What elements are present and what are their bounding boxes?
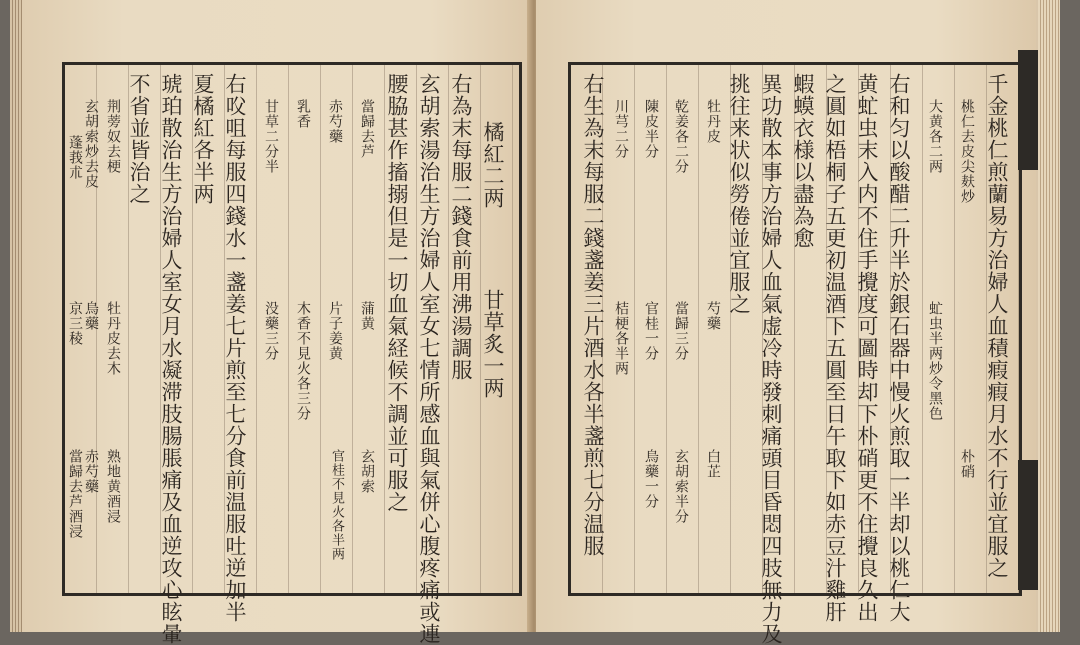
text-column: 之圓如梧桐子五更初温酒下五圓至日午取下如赤豆汁雞肝 [823, 73, 847, 623]
text-column: 官桂一分 [643, 301, 659, 361]
text-column: 玄胡索 [359, 449, 375, 494]
text-column: 不省並皆治之 [127, 73, 151, 205]
text-column: 烏藥一分 [643, 449, 659, 509]
text-column: 夏橘紅各半两 [191, 73, 215, 205]
text-column: 京三稜 [67, 301, 83, 346]
text-column: 當歸三分 [673, 301, 689, 361]
text-column: 右和匀以酸醋二升半於銀石器中慢火煎取一半却以桃仁大 [887, 73, 911, 623]
book-spread [22, 0, 1052, 645]
text-column: 烏藥 [83, 301, 99, 331]
text-column: 官桂不見火各半两 [329, 449, 344, 561]
text-column: 川芎二分 [613, 99, 629, 159]
text-column: 當歸去芦 [359, 99, 375, 159]
text-column: 桔梗各半两 [613, 301, 629, 376]
black-binding-strip [1018, 50, 1040, 170]
text-column: 黄虻虫末入内不住手攪度可圖時却下朴硝更不住攪良久出 [855, 73, 879, 623]
right-page-edges [1038, 0, 1060, 632]
text-column: 片子姜黄 [327, 301, 343, 361]
left-page [22, 0, 532, 645]
text-column: 異功散本事方治婦人血氣虚冷時發刺痛頭目昏悶四肢無力及 [759, 73, 783, 645]
right-text-frame [568, 62, 1022, 645]
text-column: 白芷 [705, 449, 721, 479]
black-binding-strip [1018, 460, 1040, 590]
text-column: 大黄各二两 [927, 99, 943, 174]
text-column: 没藥三分 [263, 301, 279, 361]
text-column: 陳皮半分 [643, 99, 659, 159]
text-column: 右生為末每服二錢盞姜三片酒水各半盞煎七分温服 [581, 73, 605, 557]
text-column: 蓬莪朮 [67, 135, 83, 180]
text-column: 橘紅二两 [481, 121, 505, 209]
text-column: 挑往来状似勞倦並宜服之 [727, 73, 751, 315]
text-column: 芍藥 [705, 301, 721, 331]
text-column: 乳香 [295, 99, 311, 129]
text-column: 赤芍藥 [83, 449, 99, 494]
left-text-frame [62, 62, 522, 645]
text-column: 赤芍藥 [327, 99, 343, 144]
text-column: 牡丹皮去木 [105, 301, 121, 376]
text-column: 蒲黄 [359, 301, 375, 331]
text-column: 甘草炙一两 [481, 289, 505, 399]
text-column: 琥珀散治生方治婦人室女月水凝滞肢腸脹痛及血逆攻心眩暈 [159, 73, 183, 645]
text-column: 當歸去芦酒浸 [67, 449, 83, 539]
text-column: 熟地黄酒浸 [105, 449, 121, 524]
text-column: 右㕮咀每服四錢水一盞姜七片煎至七分食前温服吐逆加半 [223, 73, 247, 623]
text-column: 虻虫半两炒令黑色 [927, 301, 943, 421]
text-column: 甘草二分半 [263, 99, 279, 174]
text-column: 玄胡索炒去皮 [83, 99, 99, 189]
text-column: 乾姜各二分 [673, 99, 689, 174]
text-column: 玄胡索湯治生方治婦人室女七情所感血與氣併心腹疼痛或連 [417, 73, 441, 645]
text-column: 腰脇甚作搐搦但是一切血氣経候不調並可服之 [385, 73, 409, 513]
text-column: 千金桃仁煎蘭易方治婦人血積瘕瘕月水不行並宜服之 [985, 73, 1009, 579]
text-column: 右為末每服二錢食前用沸湯調服 [449, 73, 473, 381]
text-column: 蝦蟆衣様以盡為愈 [791, 73, 815, 249]
text-column: 荆蒡奴去梗 [105, 99, 121, 174]
right-page [536, 0, 1036, 645]
text-column: 朴硝 [959, 449, 975, 479]
text-column: 木香不見火各三分 [295, 301, 311, 421]
text-column: 桃仁去皮尖麸炒 [959, 99, 975, 204]
text-column: 玄胡索半分 [673, 449, 689, 524]
text-column: 牡丹皮 [705, 99, 721, 144]
